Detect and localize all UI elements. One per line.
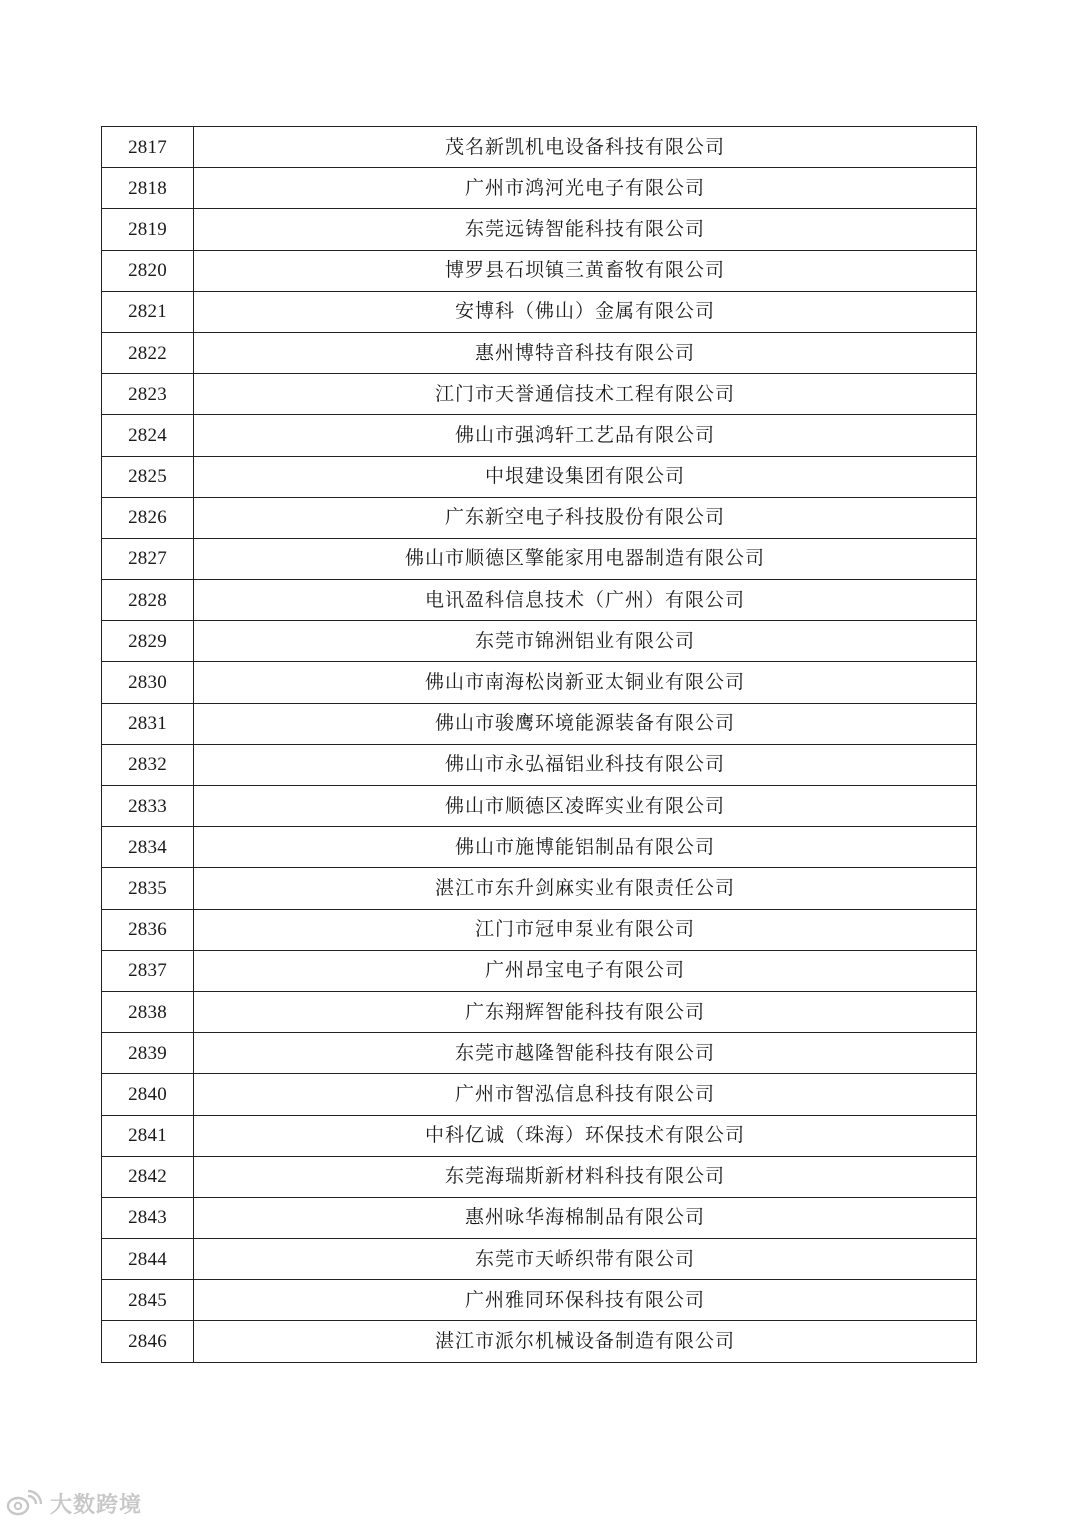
table-row [102,374,977,415]
company-name: 佛山市南海松岗新亚太铜业有限公司 [194,662,977,703]
table-row [102,1239,977,1280]
weibo-logo-icon [6,1490,46,1516]
table-row [102,1280,977,1321]
company-name: 佛山市永弘福铝业科技有限公司 [194,744,977,785]
table-row [102,497,977,538]
company-list-table [101,126,977,1363]
row-number: 2841 [102,1115,194,1156]
row-number: 2828 [102,580,194,621]
row-number: 2817 [102,127,194,168]
table-row [102,127,977,168]
company-name: 东莞远铸智能科技有限公司 [194,209,977,250]
company-list-body [102,127,977,1363]
table-row [102,991,977,1032]
row-number: 2833 [102,786,194,827]
row-number: 2823 [102,374,194,415]
row-number: 2824 [102,415,194,456]
row-number: 2834 [102,827,194,868]
company-name: 电讯盈科信息技术（广州）有限公司 [194,580,977,621]
row-number: 2822 [102,332,194,373]
table-row [102,1033,977,1074]
company-name: 佛山市强鸿轩工艺品有限公司 [194,415,977,456]
row-number: 2835 [102,868,194,909]
row-number: 2843 [102,1197,194,1238]
table-row [102,456,977,497]
row-number: 2826 [102,497,194,538]
table-row [102,250,977,291]
company-name: 东莞市越隆智能科技有限公司 [194,1033,977,1074]
table-row [102,662,977,703]
table-row [102,621,977,662]
table-row [102,538,977,579]
row-number: 2838 [102,991,194,1032]
row-number: 2819 [102,209,194,250]
company-name: 佛山市顺德区擎能家用电器制造有限公司 [194,538,977,579]
company-name: 湛江市派尔机械设备制造有限公司 [194,1321,977,1362]
table-row [102,950,977,991]
company-name: 广州市鸿河光电子有限公司 [194,168,977,209]
row-number: 2825 [102,456,194,497]
company-name: 佛山市骏鹰环境能源装备有限公司 [194,703,977,744]
table-row [102,1197,977,1238]
table-row [102,580,977,621]
company-name: 惠州博特音科技有限公司 [194,332,977,373]
company-name: 广州昂宝电子有限公司 [194,950,977,991]
watermark-text: 大数跨境 [50,1492,143,1518]
company-name: 惠州咏华海棉制品有限公司 [194,1197,977,1238]
company-name: 东莞海瑞斯新材料科技有限公司 [194,1156,977,1197]
row-number: 2827 [102,538,194,579]
company-name: 东莞市天峤织带有限公司 [194,1239,977,1280]
row-number: 2839 [102,1033,194,1074]
row-number: 2842 [102,1156,194,1197]
row-number: 2836 [102,909,194,950]
company-name: 广东翔辉智能科技有限公司 [194,991,977,1032]
row-number: 2831 [102,703,194,744]
table-row [102,209,977,250]
table-row [102,415,977,456]
watermark [6,1488,142,1518]
table-row [102,332,977,373]
company-name: 茂名新凯机电设备科技有限公司 [194,127,977,168]
company-name: 广州雅同环保科技有限公司 [194,1280,977,1321]
company-name: 中垠建设集团有限公司 [194,456,977,497]
table-row [102,168,977,209]
table-row [102,1115,977,1156]
company-name: 江门市天誉通信技术工程有限公司 [194,374,977,415]
row-number: 2837 [102,950,194,991]
row-number: 2830 [102,662,194,703]
company-name: 广州市智泓信息科技有限公司 [194,1074,977,1115]
table-row [102,291,977,332]
company-name: 湛江市东升剑麻实业有限责任公司 [194,868,977,909]
row-number: 2821 [102,291,194,332]
row-number: 2820 [102,250,194,291]
table-row [102,909,977,950]
company-name: 广东新空电子科技股份有限公司 [194,497,977,538]
table-row [102,1321,977,1362]
row-number: 2818 [102,168,194,209]
company-name: 江门市冠申泵业有限公司 [194,909,977,950]
table-row [102,868,977,909]
row-number: 2832 [102,744,194,785]
row-number: 2846 [102,1321,194,1362]
table-row [102,827,977,868]
company-name: 中科亿诚（珠海）环保技术有限公司 [194,1115,977,1156]
row-number: 2844 [102,1239,194,1280]
company-name: 博罗县石坝镇三黄畜牧有限公司 [194,250,977,291]
table-row [102,744,977,785]
company-name: 东莞市锦洲铝业有限公司 [194,621,977,662]
company-name: 安博科（佛山）金属有限公司 [194,291,977,332]
table-row [102,1074,977,1115]
table-row [102,786,977,827]
company-name: 佛山市施博能铝制品有限公司 [194,827,977,868]
row-number: 2829 [102,621,194,662]
table-row [102,703,977,744]
table-row [102,1156,977,1197]
row-number: 2845 [102,1280,194,1321]
row-number: 2840 [102,1074,194,1115]
company-name: 佛山市顺德区凌晖实业有限公司 [194,786,977,827]
